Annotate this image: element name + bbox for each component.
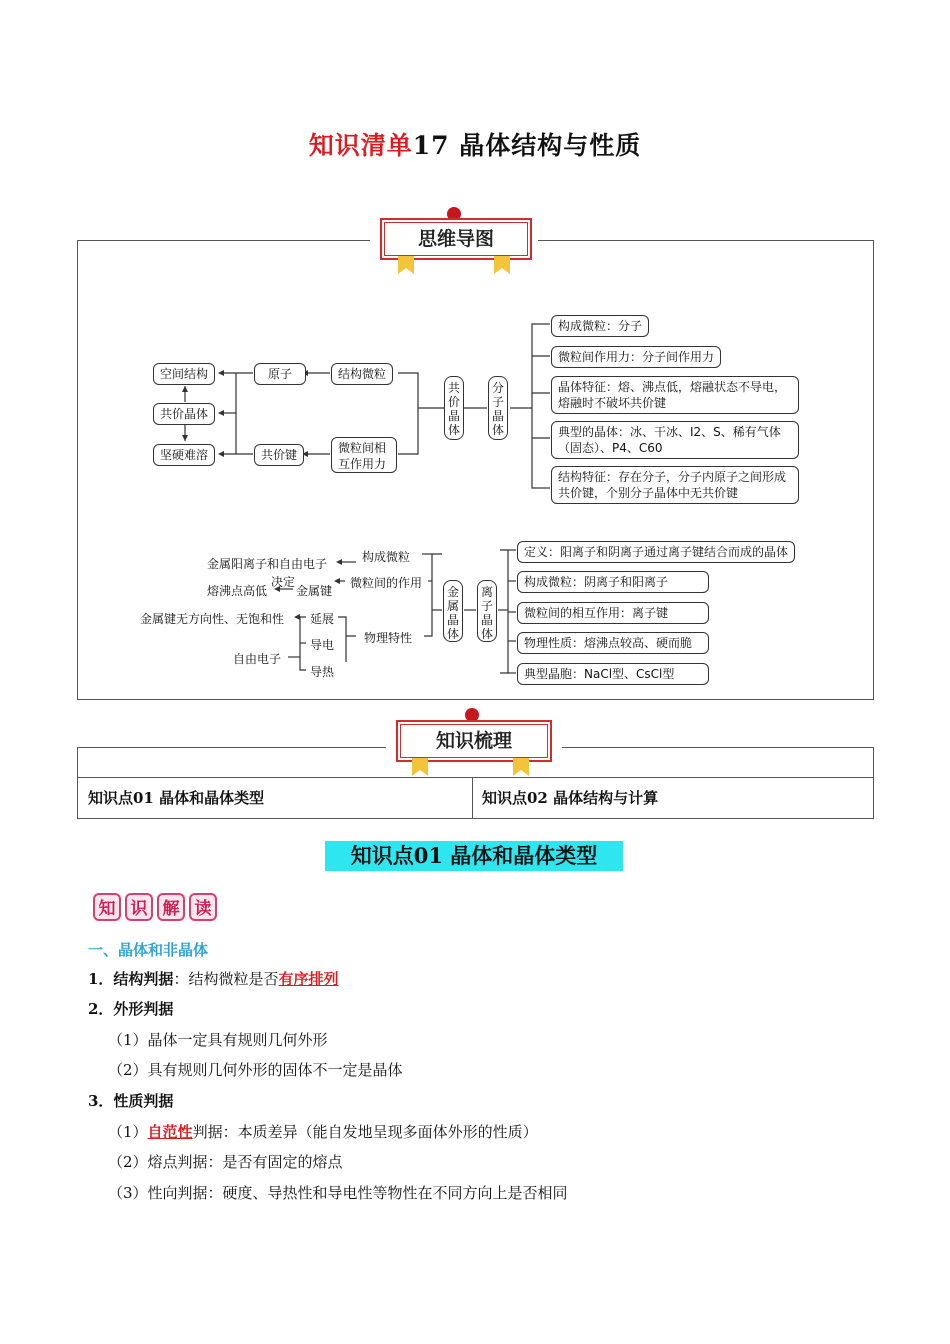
ribbon-icon [513,758,529,776]
mindmap-banner: 思维导图 [380,218,532,260]
node-covalent-bond: 共价键 [254,444,304,466]
node-root-covalent: 共价晶体 [444,376,464,440]
badge-char: 读 [189,893,217,921]
review-link-kp01[interactable]: 知识点01 晶体和晶体类型 [88,789,265,807]
node-covalent-crystal: 共价晶体 [153,403,215,425]
label-mp: 熔沸点高低 [207,584,268,598]
node-molecular-3: 典型的晶体：冰、干冰、I2、S、稀有气体（固态）、P4、C60 [551,421,799,459]
label-force: 微粒间的作用 [350,576,423,590]
badge-char: 解 [157,893,185,921]
node-ionic-0: 定义：阳离子和阴离子通过离子键结合而成的晶体 [517,541,795,563]
item2-label: 2．外形判据 [88,1000,174,1018]
node-ionic-1: 构成微粒：阴离子和阳离子 [517,571,709,593]
label-decide: 决定 [271,575,296,589]
review-link-kp02[interactable]: 知识点02 晶体结构与计算 [482,789,659,807]
node-root-metal: 金属晶体 [443,580,463,642]
knowledge-badges [93,893,221,921]
item2-a: （1）晶体一定具有规则几何外形 [108,1031,328,1049]
label-conduct: 导电 [310,638,335,652]
page-title: 知识清单17 晶体结构与性质 [308,131,642,160]
item3-b: （2）熔点判据：是否有固定的熔点 [108,1153,343,1171]
node-molecular-1: 微粒间作用力：分子间作用力 [551,346,721,368]
node-space-structure: 空间结构 [153,363,215,385]
node-hard: 坚硬难溶 [153,444,215,466]
label-physical: 物理特性 [364,631,413,645]
review-banner: 知识梳理 [396,720,552,762]
label-nodir: 金属键无方向性、无饱和性 [140,612,285,626]
node-atom: 原子 [254,363,306,385]
node-structure-particle: 结构微粒 [331,363,393,385]
node-interaction: 微粒间相互作用力 [331,437,397,473]
label-compose: 构成微粒 [362,550,411,564]
node-root-molecular: 分子晶体 [488,376,508,440]
node-ionic-2: 微粒间的相互作用：离子键 [517,602,709,624]
node-ionic-4: 典型晶胞：NaCl型、CsCl型 [517,663,709,685]
badge-char: 识 [125,893,153,921]
node-molecular-4: 结构特征：存在分子，分子内原子之间形成共价键，个别分子晶体中无共价键 [551,466,799,504]
item1: 1．结构判据：结构微粒是否有序排列 [88,970,339,988]
node-molecular-0: 构成微粒：分子 [551,315,649,337]
kp01-heading-text: 知识点01 晶体和晶体类型 [350,843,598,868]
label-extend: 延展 [310,612,335,626]
label-metal-bond: 金属键 [296,584,333,598]
label-free-electron: 自由电子 [233,652,282,666]
badge-char: 知 [93,893,121,921]
node-ionic-3: 物理性质：熔沸点较高、硬而脆 [517,632,709,654]
section-heading: 一、晶体和非晶体 [88,941,209,959]
label-heat: 导热 [310,665,335,679]
item3-label: 3．性质判据 [88,1092,174,1110]
item3-a: （1）自范性判据：本质差异（能自发地呈现多面体外形的性质） [108,1123,538,1141]
label-ions: 金属阳离子和自由电子 [207,557,328,571]
ribbon-icon [412,758,428,776]
node-molecular-2: 晶体特征：熔、沸点低，熔融状态不导电，熔融时不破坏共价键 [551,376,799,414]
item2-b: （2）具有规则几何外形的固体不一定是晶体 [108,1061,403,1079]
item3-c: （3）性向判据：硬度、导热性和导电性等物性在不同方向上是否相同 [108,1184,568,1202]
node-root-ionic: 离子晶体 [477,580,497,642]
